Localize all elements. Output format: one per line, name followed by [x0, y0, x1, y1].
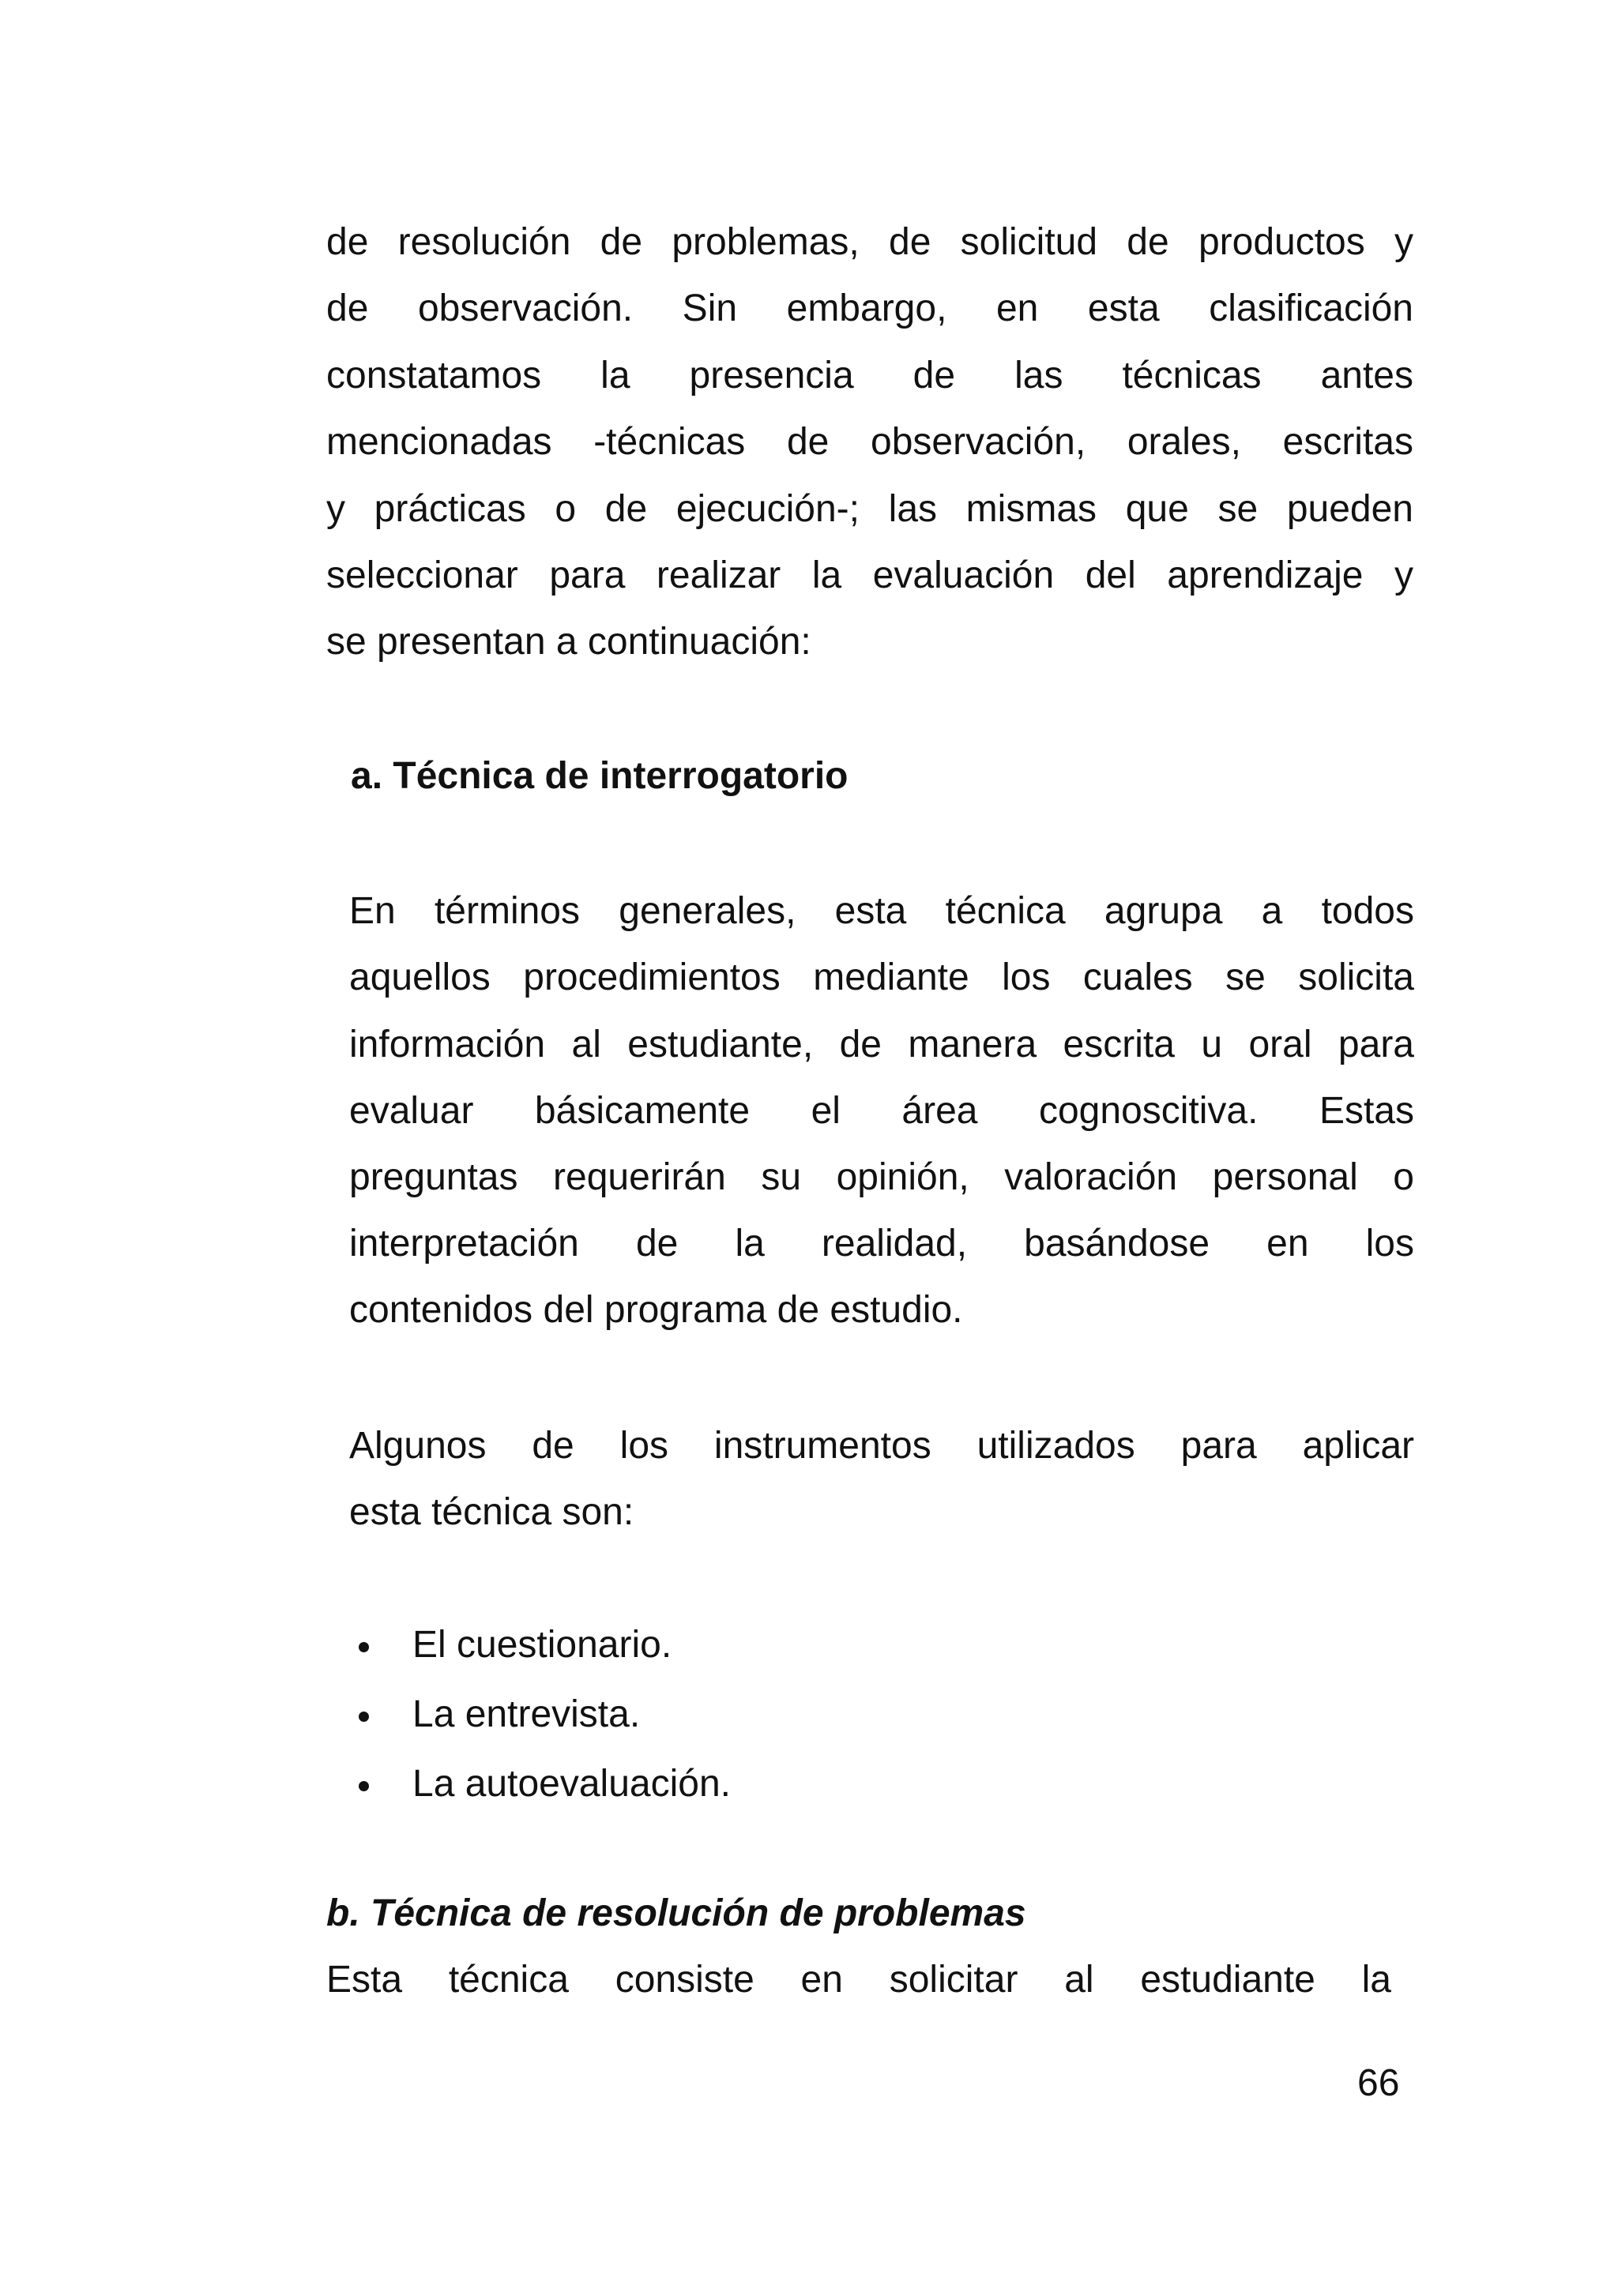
section-a-p1-line-5: preguntas requerirán su opinión, valoración personal o [349, 1156, 1414, 1198]
bullet-icon [359, 1781, 369, 1791]
list-item-label: La autoevaluación. [412, 1763, 731, 1805]
section-a-p1-line-2: aquellos procedimientos mediante los cuales se solicita [349, 956, 1414, 998]
section-a-p1-line-1: En términos generales, esta técnica agrupa a todos [349, 890, 1414, 932]
section-a-p2-line-2: esta técnica son: [349, 1491, 634, 1533]
section-a-p1-line-4: evaluar básicamente el área cognoscitiva. Estas [349, 1090, 1414, 1132]
page-number: 66 [1357, 2062, 1400, 2104]
intro-line-7: se presentan a continuación: [326, 621, 811, 663]
section-b-line-1: Esta técnica consiste en solicitar al estudiante la [326, 1959, 1391, 2001]
section-a-p2-line-1: Algunos de los instrumentos utilizados para aplicar [349, 1425, 1414, 1467]
intro-line-2: de observación. Sin embargo, en esta clasificación [326, 287, 1413, 329]
intro-line-6: seleccionar para realizar la evaluación del aprendizaje y [326, 554, 1413, 596]
list-item [356, 1621, 731, 1691]
bullet-icon [359, 1712, 369, 1722]
instruments-list [356, 1621, 731, 1830]
intro-line-4: mencionadas -técnicas de observación, orales, escritas [326, 421, 1413, 463]
bullet-icon [359, 1642, 369, 1652]
section-a-heading: a. Técnica de interrogatorio [351, 755, 849, 797]
list-item-label: La entrevista. [412, 1693, 641, 1735]
section-a-p1-line-7: contenidos del programa de estudio. [349, 1289, 963, 1331]
section-a-p1-line-6: interpretación de la realidad, basándose en los [349, 1223, 1414, 1264]
section-a-p1-line-3: información al estudiante, de manera escrita u oral para [349, 1024, 1414, 1065]
list-item-label: El cuestionario. [412, 1624, 672, 1666]
intro-line-5: y prácticas o de ejecución-; las mismas que se pueden [326, 488, 1413, 530]
list-item [356, 1691, 731, 1761]
list-item [356, 1761, 731, 1830]
intro-line-1: de resolución de problemas, de solicitud de productos y [326, 221, 1413, 263]
section-b-heading: b. Técnica de resolución de problemas [326, 1892, 1026, 1934]
intro-line-3: constatamos la presencia de las técnicas antes [326, 355, 1413, 396]
